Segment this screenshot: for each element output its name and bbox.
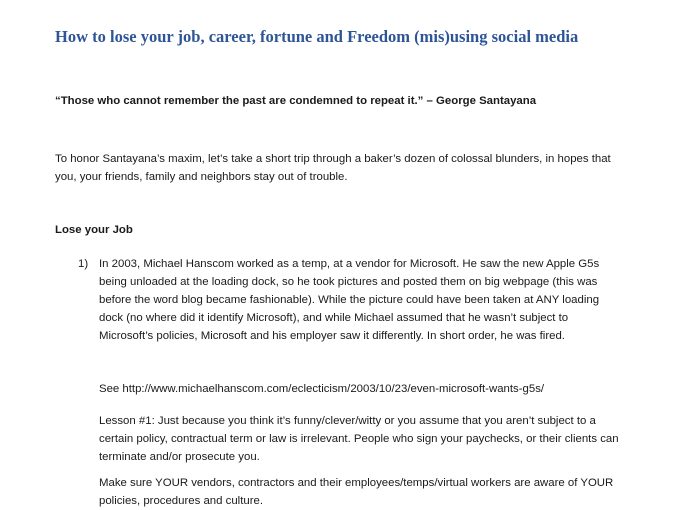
document-title: How to lose your job, career, fortune and Freedom (mis)using social media	[55, 27, 579, 46]
section-heading-lose-your-job: Lose your Job	[55, 224, 133, 236]
story-paragraph: In 2003, Michael Hanscom worked as a temp, at a vendor for Microsoft. He saw the new Apple G5s being unloaded at the loading dock, so he took pictures and posted them on big webpage (this was before the word blog became fashionable). While the picture could have been taken at ANY loading dock (no where did it identify Microsoft), and while Michael assumed that he wasn’t subject to Microsoft’s policies, Microsoft and his employer saw it differently. In short order, he was fired.	[99, 258, 600, 342]
list-item-number: 1)	[78, 258, 89, 270]
advice-paragraph: Make sure YOUR vendors, contractors and their employees/temps/virtual workers are aware of YOUR policies, procedures and culture.	[99, 477, 614, 507]
reference-link: See http://www.michaelhanscom.com/eclecticism/2003/10/23/even-microsoft-wants-g5s/	[99, 383, 545, 395]
santayana-quote: “Those who cannot remember the past are condemned to repeat it.” – George Santayana	[55, 95, 537, 107]
intro-paragraph: To honor Santayana’s maxim, let’s take a short trip through a baker’s dozen of colossal blunders, in hopes that you, your friends, family and neighbors stay out of trouble.	[55, 153, 611, 183]
lesson-paragraph: Lesson #1: Just because you think it’s funny/clever/witty or you assume that you aren’t subject to a certain policy, contractual term or law is irrelevant. People who sign your paychecks, or their clients can terminate and/or prosecute you.	[99, 415, 619, 463]
